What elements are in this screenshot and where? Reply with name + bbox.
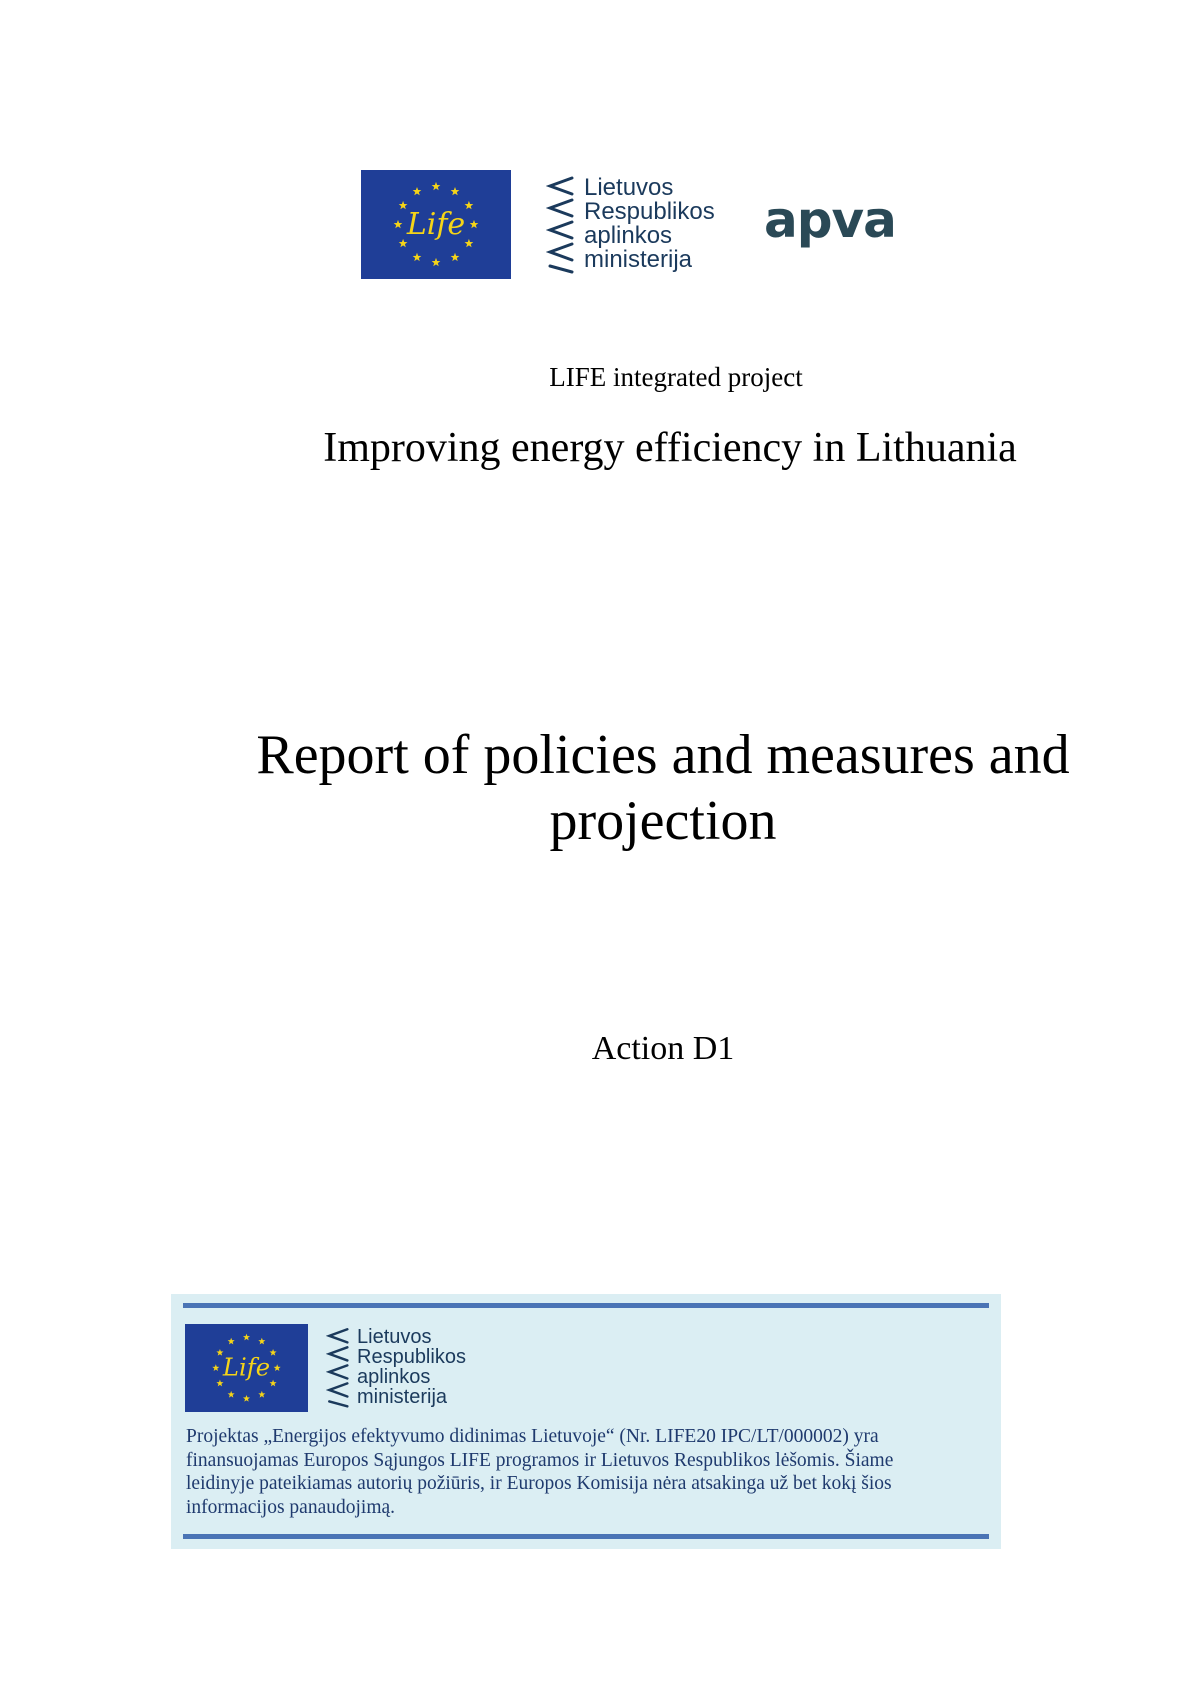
eu-star-icon: [270, 1349, 277, 1356]
footer-ministry-mark-icon: [326, 1326, 349, 1408]
footer-ministry-logo: [326, 1324, 466, 1410]
funding-notice-line-4: informacijos panaudojimą.: [186, 1496, 396, 1518]
ministry-line-3: aplinkos: [584, 221, 673, 249]
ministry-line-1: Lietuvos: [584, 173, 674, 201]
eu-star-icon: [465, 239, 474, 247]
project-type: LIFE integrated project: [549, 362, 803, 392]
eu-star-icon: [451, 253, 460, 261]
eu-star-icon: [212, 1364, 219, 1371]
eu-star-icon: [413, 187, 422, 195]
footer-ministry-line-3: aplinkos: [357, 1366, 431, 1388]
eu-star-icon: [394, 220, 403, 228]
life-logo-text: Life: [406, 207, 466, 242]
eu-stars-icon: [361, 170, 511, 279]
ministry-mark-icon: [546, 174, 574, 274]
apva-logo-text: apva: [764, 191, 896, 249]
funding-notice-line-2: finansuojamas Europos Sąjungos LIFE programos ir Lietuvos Respublikos lėšomis. Šiame: [186, 1449, 894, 1471]
project-name: Improving energy efficiency in Lithuania: [323, 425, 1017, 471]
footer-life-logo-text: Life: [222, 1353, 271, 1382]
apva-logo: [764, 185, 896, 255]
report-title-line-2: projection: [549, 790, 777, 852]
eu-star-icon: [228, 1338, 235, 1345]
ministry-logo: [546, 171, 715, 276]
eu-star-icon: [228, 1391, 235, 1398]
footer-ministry-line-4: ministerija: [357, 1386, 448, 1408]
eu-star-icon: [270, 1380, 277, 1387]
report-title-line-1: Report of policies and measures and: [256, 724, 1070, 786]
ministry-line-2: Respublikos: [584, 197, 715, 225]
footer-ministry-line-2: Respublikos: [357, 1346, 466, 1368]
ministry-line-4: ministerija: [584, 245, 693, 273]
eu-star-icon: [470, 220, 479, 228]
funding-notice-box: [171, 1294, 1001, 1549]
funding-notice-line-3: leidinyje pateikiamas autorių požiūris, ir Europos Komisija nėra atsakinga už bet kokį šios: [186, 1473, 892, 1494]
funding-notice-line-1: Projektas „Energijos efektyvumo didinimas Lietuvoje“ (Nr. LIFE20 IPC/LT/000002) yra: [186, 1426, 879, 1447]
funding-notice-text: [186, 1425, 991, 1519]
eu-star-icon: [451, 187, 460, 195]
eu-star-icon: [432, 258, 441, 266]
eu-star-icon: [413, 253, 422, 261]
eu-star-icon: [243, 1395, 250, 1402]
footer-top-rule: [183, 1303, 989, 1308]
eu-star-icon: [243, 1334, 250, 1341]
footer-eu-stars-icon: [185, 1324, 308, 1412]
eu-life-logo: [361, 170, 511, 279]
eu-star-icon: [465, 201, 474, 209]
eu-star-icon: [432, 182, 441, 190]
eu-star-icon: [258, 1391, 265, 1398]
footer-bottom-rule: [183, 1534, 989, 1539]
eu-star-icon: [274, 1364, 281, 1371]
action-label: Action D1: [591, 1030, 735, 1067]
eu-star-icon: [258, 1338, 265, 1345]
footer-ministry-line-1: Lietuvos: [357, 1326, 432, 1348]
footer-eu-life-logo: [185, 1324, 308, 1412]
